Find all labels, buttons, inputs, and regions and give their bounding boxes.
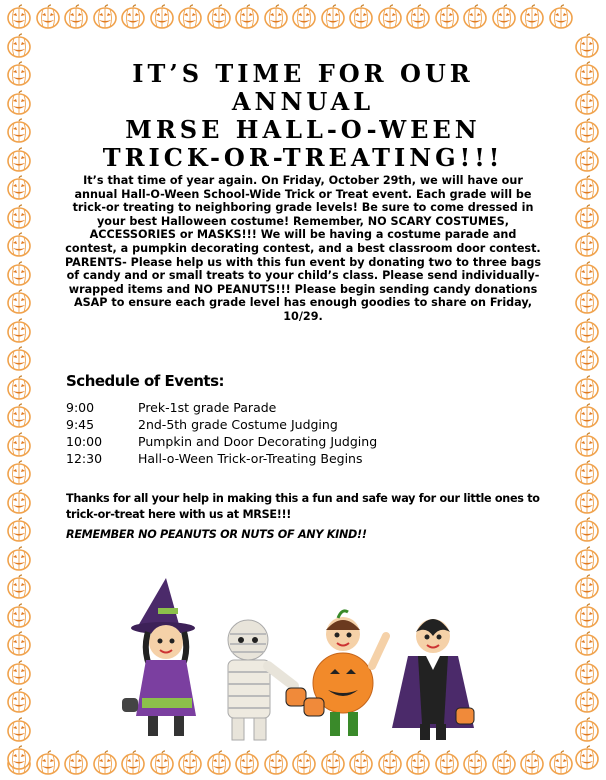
pumpkin-border-icon [574, 346, 600, 372]
pumpkin-border-icon [6, 717, 32, 743]
pumpkin-border-icon [92, 750, 118, 776]
pumpkin-border-icon [574, 688, 600, 714]
pumpkin-border-icon [206, 4, 232, 30]
pumpkin-border-icon [63, 4, 89, 30]
pumpkin-border-icon [574, 517, 600, 543]
schedule-event: 2nd-5th grade Costume Judging [138, 417, 338, 432]
pumpkin-border-icon [6, 432, 32, 458]
pumpkin-border-icon [206, 750, 232, 776]
pumpkin-border-icon [574, 574, 600, 600]
pumpkin-border-icon [6, 61, 32, 87]
pumpkin-border-icon [574, 489, 600, 515]
pumpkin-border-icon [377, 750, 403, 776]
pumpkin-border-icon [291, 750, 317, 776]
pumpkin-border-icon [574, 175, 600, 201]
pumpkin-border-icon [6, 517, 32, 543]
schedule-time: 12:30 [66, 451, 103, 466]
schedule-row [66, 450, 377, 467]
pumpkin-border-icon [462, 750, 488, 776]
pumpkin-border-icon [574, 403, 600, 429]
schedule-time: 9:00 [66, 400, 95, 415]
pumpkin-border-icon [63, 750, 89, 776]
title-line-1: IT’S TIME FOR OUR [132, 59, 474, 88]
pumpkin-border-icon [574, 261, 600, 287]
pumpkin-border-icon [320, 4, 346, 30]
pumpkin-border-icon [434, 750, 460, 776]
pumpkin-border-icon [320, 750, 346, 776]
intro-paragraph-2: PARENTS- Please help us with this fun event by donating two to three bags of candy and or small treats to your child’s class. Please send individually-wrapped items and NO PEANUTS!!! Please begin sending candy donations ASAP to ensure each grade level has enough goodies to share on Friday, 10/29. [64, 255, 541, 323]
pumpkin-border-icon [574, 717, 600, 743]
pumpkin-border-icon [35, 4, 61, 30]
pumpkin-border-icon [405, 4, 431, 30]
pumpkin-border-icon [574, 546, 600, 572]
pumpkin-border-icon [434, 4, 460, 30]
title-line-2: ANNUAL [231, 87, 375, 116]
pumpkin-border-icon [6, 574, 32, 600]
pumpkin-border-icon [6, 603, 32, 629]
pumpkin-border-icon [574, 318, 600, 344]
schedule-list [66, 399, 377, 467]
pumpkin-border-icon [120, 750, 146, 776]
pumpkin-border-icon [6, 660, 32, 686]
pumpkin-border-icon [6, 631, 32, 657]
schedule-heading: Schedule of Events: [66, 372, 225, 390]
pumpkin-border-icon [6, 460, 32, 486]
pumpkin-border-icon [548, 4, 574, 30]
trick-or-treat-illustration [118, 548, 488, 746]
pumpkin-border-icon [6, 346, 32, 372]
pumpkin-border-icon [519, 4, 545, 30]
pumpkin-border-icon [6, 204, 32, 230]
pumpkin-border-icon [6, 546, 32, 572]
pumpkin-border-icon [6, 688, 32, 714]
pumpkin-border-icon [92, 4, 118, 30]
page-title [60, 60, 546, 172]
intro-paragraph-1: It’s that time of year again. On Friday, October 29th, we will have our annual Hall-O-Ween School-Wide Trick or Treat event. Each grade will be trick-or treating to neighboring grade levels! Be sure to come dressed in your best Halloween costume! Remember, NO SCARY COSTUMES, ACCESSORIES or MASKS!!! We will be having a costume parade and contest, a pumpkin decorating contest, and a best classroom door contest. [65, 174, 541, 255]
schedule-time: 9:45 [66, 417, 95, 432]
title-line-3: MRSE HALL-O-WEEN [125, 115, 481, 144]
intro-text [62, 174, 544, 324]
pumpkin-border-icon [149, 4, 175, 30]
pumpkin-border-icon [574, 147, 600, 173]
pumpkin-border-icon [234, 4, 260, 30]
pumpkin-border-icon [6, 33, 32, 59]
pumpkin-border-icon [6, 745, 32, 771]
pumpkin-border-icon [348, 750, 374, 776]
pumpkin-border-icon [263, 4, 289, 30]
pumpkin-border-icon [177, 4, 203, 30]
pumpkin-border-icon [149, 750, 175, 776]
pumpkin-border-icon [6, 4, 32, 30]
pumpkin-border-icon [574, 33, 600, 59]
title-line-4: TRICK-OR-TREATING!!! [102, 143, 504, 172]
pumpkin-border-icon [491, 750, 517, 776]
pumpkin-border-icon [6, 118, 32, 144]
pumpkin-border-icon [6, 289, 32, 315]
pumpkin-border-icon [6, 90, 32, 116]
pumpkin-border-icon [574, 61, 600, 87]
pumpkin-border-icon [6, 175, 32, 201]
pumpkin-border-icon [574, 204, 600, 230]
pumpkin-border-icon [574, 460, 600, 486]
pumpkin-border-icon [6, 318, 32, 344]
schedule-event: Prek-1st grade Parade [138, 400, 277, 415]
pumpkin-border-icon [263, 750, 289, 776]
pumpkin-border-icon [6, 375, 32, 401]
thanks-note: Thanks for all your help in making this a fun and safe way for our little ones to trick-or-treat here with us at MRSE!!! [66, 492, 540, 521]
pumpkin-border-icon [6, 147, 32, 173]
pumpkin-border-icon [574, 375, 600, 401]
pumpkin-border-icon [120, 4, 146, 30]
pumpkin-border-icon [177, 750, 203, 776]
pumpkin-border-icon [377, 4, 403, 30]
pumpkin-border-icon [574, 289, 600, 315]
pumpkin-border-icon [574, 90, 600, 116]
pumpkin-border-icon [234, 750, 260, 776]
pumpkin-border-icon [462, 4, 488, 30]
schedule-event: Hall-o-Ween Trick-or-Treating Begins [138, 451, 363, 466]
pumpkin-border-icon [405, 750, 431, 776]
schedule-row [66, 433, 377, 450]
pumpkin-border-icon [574, 745, 600, 771]
pumpkin-border-icon [6, 261, 32, 287]
no-nuts-reminder: REMEMBER NO PEANUTS OR NUTS OF ANY KIND!! [66, 528, 367, 541]
pumpkin-border-icon [574, 603, 600, 629]
pumpkin-border-icon [574, 232, 600, 258]
pumpkin-border-icon [6, 489, 32, 515]
pumpkin-border-icon [574, 631, 600, 657]
pumpkin-border-icon [491, 4, 517, 30]
pumpkin-border-icon [574, 118, 600, 144]
pumpkin-border-icon [291, 4, 317, 30]
schedule-row [66, 399, 377, 416]
schedule-time: 10:00 [66, 434, 103, 449]
pumpkin-border-icon [548, 750, 574, 776]
pumpkin-border-icon [35, 750, 61, 776]
pumpkin-border-icon [574, 432, 600, 458]
pumpkin-border-icon [519, 750, 545, 776]
pumpkin-border-icon [6, 403, 32, 429]
schedule-event: Pumpkin and Door Decorating Judging [138, 434, 378, 449]
schedule-row [66, 416, 377, 433]
pumpkin-border-icon [348, 4, 374, 30]
pumpkin-border-icon [6, 232, 32, 258]
pumpkin-border-icon [574, 660, 600, 686]
